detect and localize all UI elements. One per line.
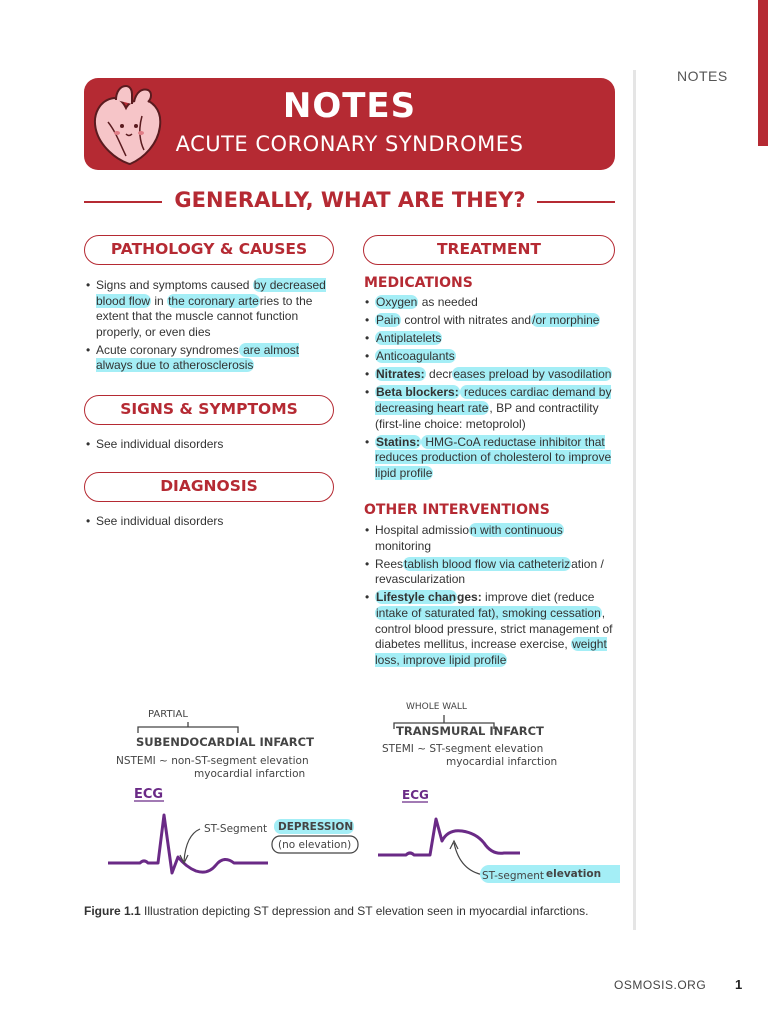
list-item: • See individual disorders bbox=[86, 514, 338, 530]
footer-site[interactable]: OSMOSIS.ORG bbox=[614, 978, 707, 992]
ecg-trace-elevation bbox=[378, 819, 520, 855]
stemi-line: STEMI ~ ST-segment elevation bbox=[382, 743, 544, 755]
list-item: • Antiplatelets bbox=[365, 331, 617, 347]
title-banner bbox=[84, 78, 615, 170]
signs-heading: SIGNS & SYMPTOMS bbox=[84, 395, 334, 425]
list-item: • Pain control with nitrates and/or morphine bbox=[365, 313, 617, 329]
whole-wall-label: WHOLE WALL bbox=[406, 702, 467, 712]
page-edge-tab bbox=[758, 0, 768, 146]
ecg-label-right: ECG bbox=[402, 788, 429, 802]
banner-title: NOTES bbox=[282, 86, 417, 126]
subendocardial-title: SUBENDOCARDIAL INFARCT bbox=[136, 735, 314, 749]
depression-label: DEPRESSION bbox=[278, 821, 354, 833]
side-notes-label: NOTES bbox=[677, 68, 728, 84]
st-segment-label-right: ST-segment bbox=[482, 870, 544, 882]
other-interventions-heading: OTHER INTERVENTIONS bbox=[364, 502, 550, 518]
section-title: GENERALLY, WHAT ARE THEY? bbox=[174, 188, 526, 212]
banner-subtitle: ACUTE CORONARY SYNDROMES bbox=[175, 132, 524, 156]
list-item: • Reestablish blood flow via catheterization / revascularization bbox=[365, 557, 617, 588]
list-item: • Lifestyle changes: improve diet (reduce intake of saturated fat), smoking cessation, control blood pressure, strict management of diabetes mellitus, increase exercise, weight loss, improve lipid profile bbox=[365, 590, 617, 668]
diagnosis-heading: DIAGNOSIS bbox=[84, 472, 334, 502]
list-item: • Nitrates: decreases preload by vasodilation bbox=[365, 367, 617, 383]
list-item: • Acute coronary syndromes are almost always due to atherosclerosis bbox=[86, 343, 338, 374]
ecg-figure bbox=[100, 695, 620, 895]
medications-list bbox=[365, 295, 617, 482]
side-divider bbox=[633, 70, 636, 930]
list-item: • Signs and symptoms caused by decreased blood flow in the coronary arteries to the extent that the muscle cannot function properly, or even dies bbox=[86, 278, 338, 340]
list-item: • Beta blockers: reduces cardiac demand by decreasing heart rate, BP and contractility (first-line choice: metoprolol) bbox=[365, 385, 617, 432]
medications-heading: MEDICATIONS bbox=[364, 275, 473, 291]
interventions-list bbox=[365, 523, 617, 668]
arrow-elevation bbox=[454, 843, 484, 875]
elevation-label: elevation bbox=[546, 868, 602, 880]
stemi-line-2: myocardial infarction bbox=[446, 756, 558, 768]
treatment-heading: TREATMENT bbox=[363, 235, 615, 265]
caption-label: Figure 1.1 bbox=[84, 904, 141, 918]
figure-caption bbox=[84, 904, 589, 918]
bracket-left bbox=[138, 727, 238, 733]
transmural-title: TRANSMURAL INFARCT bbox=[396, 724, 544, 738]
list-item: • Oxygen as needed bbox=[365, 295, 617, 311]
st-segment-label-left: ST-Segment bbox=[204, 823, 268, 835]
page-number: 1 bbox=[735, 977, 743, 992]
list-item: • Hospital admission with continuous monitoring bbox=[365, 523, 617, 554]
section-rule-left bbox=[84, 201, 162, 203]
nstemi-line: NSTEMI ~ non-ST-segment elevation bbox=[116, 755, 309, 767]
pathology-heading: PATHOLOGY & CAUSES bbox=[84, 235, 334, 265]
list-item: • Statins: HMG-CoA reductase inhibitor that reduces production of cholesterol to improve lipid profile bbox=[365, 435, 617, 482]
partial-label: PARTIAL bbox=[148, 709, 188, 720]
list-item: • Anticoagulants bbox=[365, 349, 617, 365]
diagnosis-list bbox=[86, 514, 338, 530]
no-elevation-label: (no elevation) bbox=[278, 839, 352, 851]
ecg-label-left: ECG bbox=[134, 787, 164, 802]
section-rule-right bbox=[537, 201, 615, 203]
caption-text: Illustration depicting ST depression and ST elevation seen in myocardial infarctions. bbox=[140, 904, 589, 918]
arrow-depression bbox=[184, 829, 200, 861]
nstemi-line-2: myocardial infarction bbox=[194, 768, 306, 780]
list-item: • See individual disorders bbox=[86, 437, 338, 453]
signs-list bbox=[86, 437, 338, 453]
pathology-list bbox=[86, 278, 338, 374]
